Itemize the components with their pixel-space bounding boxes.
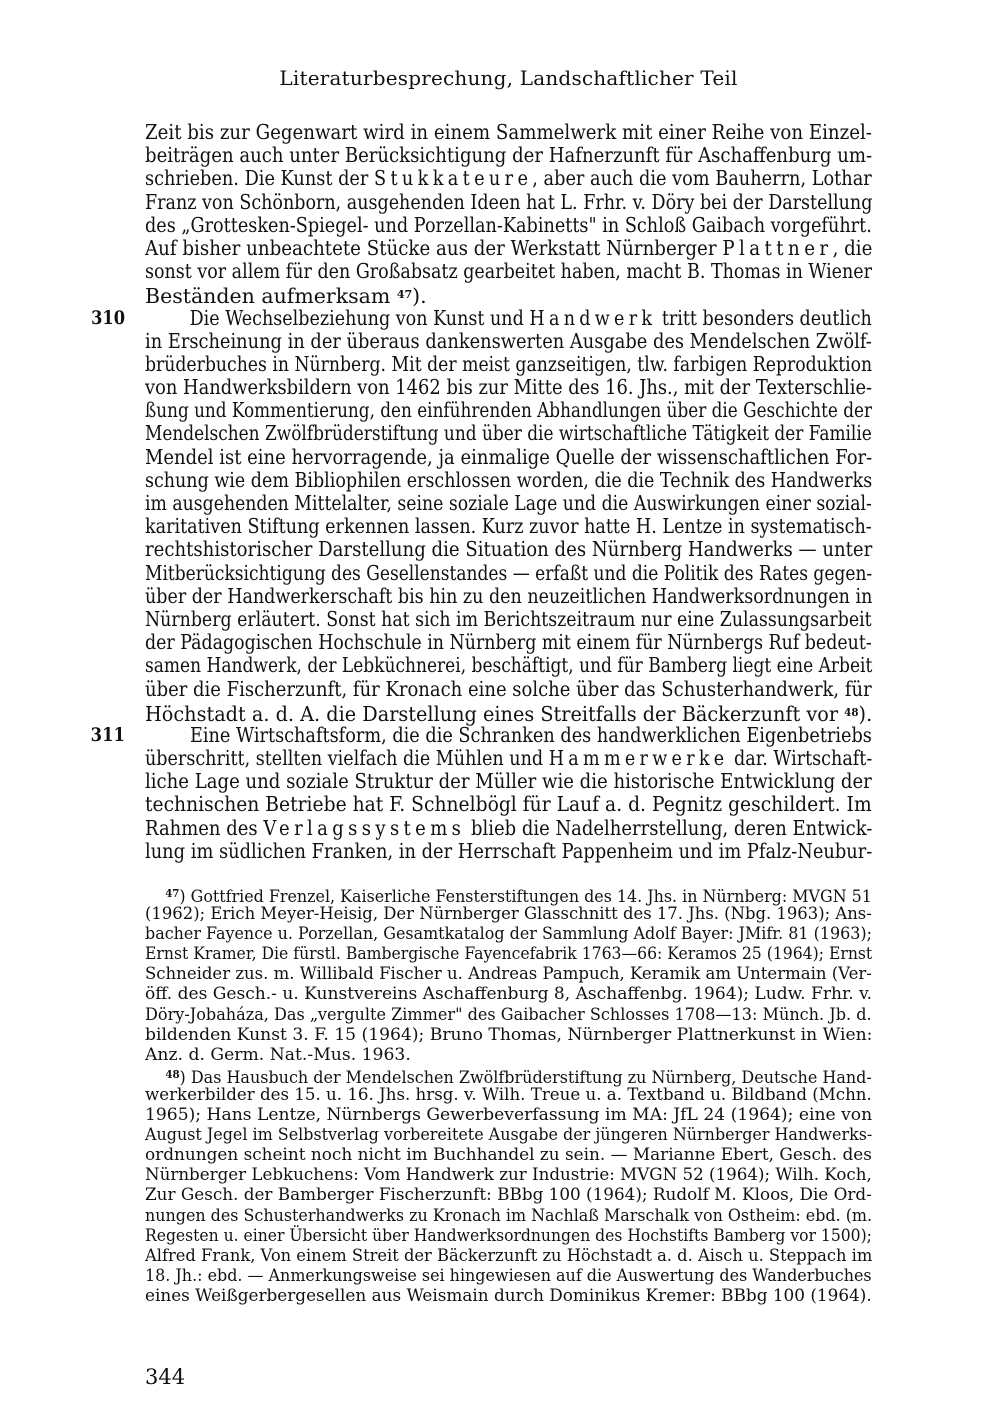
footnote-48-line: August Jegel im Selbstverlag vorbereitete Ausgabe der jüngeren Nürnberger Handwerks-	[145, 1125, 873, 1146]
footnote-ref: 48	[844, 705, 859, 719]
footnote-47-line: Döry-Jobaháza, Das „vergulte Zimmer" des Gaibacher Schlosses 1708—13: Münch. Jb. d.	[145, 1004, 872, 1025]
text-line: Nürnberg erläutert. Sonst hat sich im Berichtszeitraum nur eine Zulassungsarbeit	[145, 606, 872, 631]
text-line: schrieben. Die Kunst der Stukkateure, aber auch die vom Bauherrn, Lothar	[145, 166, 872, 191]
text-line: Rahmen des Verlagssystems blieb die Nadelherrstellung, deren Entwick-	[145, 815, 873, 840]
footnote-47-line: Ernst Kramer, Die fürstl. Bambergische Fayencefabrik 1763—66: Keramos 25 (1964); Ernst	[145, 944, 873, 965]
footnote-47-line: bildenden Kunst 3. F. 15 (1964); Bruno Thomas, Nürnberger Plattnerkunst in Wien:	[145, 1024, 873, 1045]
text-line: beiträgen auch unter Berücksichtigung der Hafnerzunft für Aschaffenburg um-	[145, 143, 873, 168]
footnote-47-line: Schneider zus. m. Willibald Fischer u. Andreas Pampuch, Keramik am Untermain (Ver-	[145, 964, 872, 985]
footnote-47-line: (1962); Erich Meyer-Heisig, Der Nürnberger Glasschnitt des 17. Jhs. (Nbg. 1963); Ans-	[145, 904, 872, 925]
footnote-47-line: Anz. d. Germ. Nat.-Mus. 1963.	[145, 1044, 411, 1065]
emphasis-spaced: Handwerk	[529, 305, 657, 330]
footnote-48-line: $^{48}$) Das Hausbuch der Mendelschen Zwölfbrüderstiftung zu Nürnberg, Deutsche Hand-	[165, 1067, 872, 1088]
emphasis-spaced: Verlagssystems	[263, 815, 466, 840]
text-line: Mitberücksichtigung des Gesellenstandes — erfaßt und die Politik des Rates gegen-	[145, 560, 873, 585]
text-line: über die Fischerzunft, für Kronach eine solche über das Schusterhandwerk, für	[145, 676, 872, 701]
paragraph-first-line: 310 Die Wechselbeziehung von Kunst und Handwerk tritt besonders deutlich	[91, 305, 872, 330]
page-number: 344	[145, 1365, 186, 1389]
margin-number: 310	[91, 306, 126, 329]
emphasis-spaced: Stukkateure	[374, 166, 533, 191]
text-line: brüderbuches in Nürnberg. Mit der meist ganzseitigen, tlw. farbigen Reproduktion	[145, 351, 873, 376]
text-line: rechtshistorischer Darstellung die Situation des Nürnberg Handwerks — unter	[145, 537, 873, 562]
footnote-47-line: öff. des Gesch.- u. Kunstvereins Aschaffenburg 8, Aschaffenbg. 1964); Ludw. Frhr. v.	[145, 984, 873, 1005]
text-line: ßung und Kommentierung, den einführenden Abhandlungen über die Geschichte der	[145, 398, 873, 423]
footnote-number: 47	[165, 887, 180, 900]
text-line: liche Lage und soziale Struktur der Müller wie die historische Entwicklung der	[145, 769, 872, 794]
footnote-48-line: ordnungen scheint noch nicht im Buchhandel zu sein. — Marianne Ebert, Gesch. des	[145, 1145, 872, 1166]
text-line: Beständen aufmerksam $^{47}$).	[145, 284, 427, 309]
text-line: Mendel ist eine hervorragende, ja einmalige Quelle der wissenschaftlichen For-	[145, 444, 873, 469]
footnote-48-line: Regesten u. einer Übersicht über Handwerksordnungen des Hochstifts Bamberg vor 1500);	[145, 1225, 872, 1246]
text-line: über der Handwerkerschaft bis hin zu den neuzeitlichen Handwerksordnungen in	[145, 583, 873, 608]
text-line: von Handwerksbildern von 1462 bis zur Mitte des 16. Jhs., mit der Texterschlie-	[145, 375, 873, 400]
text-line: des „Grottesken-Spiegel- und Porzellan-Kabinetts" in Schloß Gaibach vorgeführt.	[145, 212, 872, 237]
text-line: überschritt, stellten vielfach die Mühlen und Hammerwerke dar. Wirtschaft-	[145, 746, 873, 771]
text-line: Franz von Schönborn, ausgehenden Ideen hat L. Frhr. v. Döry bei der Darstellung	[145, 189, 873, 214]
text-line: Zeit bis zur Gegenwart wird in einem Sammelwerk mit einer Reihe von Einzel-	[145, 120, 872, 144]
footnote-48-line: 1965); Hans Lentze, Nürnbergs Gewerbeverfassung im MA: JfL 24 (1964); eine von	[145, 1105, 873, 1126]
paragraph-first-line: 311 Eine Wirtschaftsform, die die Schranken des handwerklichen Eigenbetriebs	[90, 722, 872, 747]
text-line: karitativen Stiftung erkennen lassen. Kurz zuvor hatte H. Lentze in systematisch-	[145, 514, 872, 539]
footnote-48-line: 18. Jh.: ebd. — Anmerkungsweise sei hingewiesen auf die Auswertung des Wanderbuches	[145, 1265, 872, 1286]
text-line: im ausgehenden Mittelalter, seine soziale Lage und die Auswirkungen einer sozial-	[145, 491, 872, 515]
margin-number: 311	[90, 723, 125, 746]
text-line: Mendelschen Zwölfbrüderstiftung und über die wirtschaftliche Tätigkeit der Familie	[145, 421, 872, 446]
text-line: Höchstadt a. d. A. die Darstellung eines Streitfalls der Bäckerzunft vor $^{48}$).	[145, 701, 873, 726]
running-head: Literaturbesprechung, Landschaftlicher Teil	[279, 66, 738, 90]
footnote-47-line: bacher Fayence u. Porzellan, Gesamtkatalog der Sammlung Adolf Bayer: JMifr. 81 (1963);	[145, 924, 872, 945]
footnote-48-line: eines Weißgerbergesellen aus Weismain durch Dominikus Kremer: BBbg 100 (1964).	[145, 1285, 872, 1306]
footnote-ref: 47	[396, 288, 413, 302]
body-text	[90, 120, 873, 863]
text-line: der Pädagogischen Hochschule in Nürnberg mit einem für Nürnbergs Ruf bedeut-	[145, 630, 872, 655]
text-line: samen Handwerk, der Lebküchnerei, beschäftigt, und für Bamberg liegt eine Arbeit	[145, 653, 873, 678]
text-line: Auf bisher unbeachtete Stücke aus der Werkstatt Nürnberger Plattner, die	[145, 235, 873, 260]
text-line: in Erscheinung in der überaus dankenswerten Ausgabe des Mendelschen Zwölf-	[145, 328, 872, 353]
footnote-number: 48	[165, 1067, 180, 1081]
footnote-47-line: $^{47}$) Gottfried Frenzel, Kaiserliche Fensterstiftungen des 14. Jhs. in Nürnberg: MVGN 51	[165, 887, 872, 907]
footnote-48-line: Nürnberger Lebkuchens: Vom Handwerk zur Industrie: MVGN 52 (1964); Wilh. Koch,	[145, 1165, 872, 1186]
text-line: schung wie dem Bibliophilen erschlossen worden, die die Technik des Handwerks	[145, 467, 873, 492]
footnote-48-line: werkerbilder des 15. u. 16. Jhs. hrsg. v. Wilh. Treue u. a. Textband u. Bildband (Mchn.	[145, 1084, 872, 1105]
emphasis-spaced: Hammerwerke	[548, 746, 729, 771]
footnote-48-line: Zur Gesch. der Bamberger Fischerzunft: BBbg 100 (1964); Rudolf M. Kloos, Die Ord-	[145, 1185, 872, 1206]
emphasis-spaced: Plattner	[722, 235, 833, 260]
text-line: lung im südlichen Franken, in der Herrschaft Pappenheim und im Pfalz-Neubur-	[145, 838, 873, 863]
footnotes	[145, 884, 872, 1306]
footnote-48-line: nungen des Schusterhandwerks zu Kronach im Nachlaß Marschalk von Ostheim: ebd. (m.	[145, 1205, 873, 1226]
text-line: sonst vor allem für den Großabsatz gearbeitet haben, macht B. Thomas in Wiener	[145, 259, 872, 284]
footnote-48-line: Alfred Frank, Von einem Streit der Bäckerzunft zu Höchstadt a. d. Aisch u. Steppach im	[145, 1245, 873, 1266]
text-line: technischen Betriebe hat F. Schnelbögl für Lauf a. d. Pegnitz geschildert. Im	[145, 792, 872, 817]
